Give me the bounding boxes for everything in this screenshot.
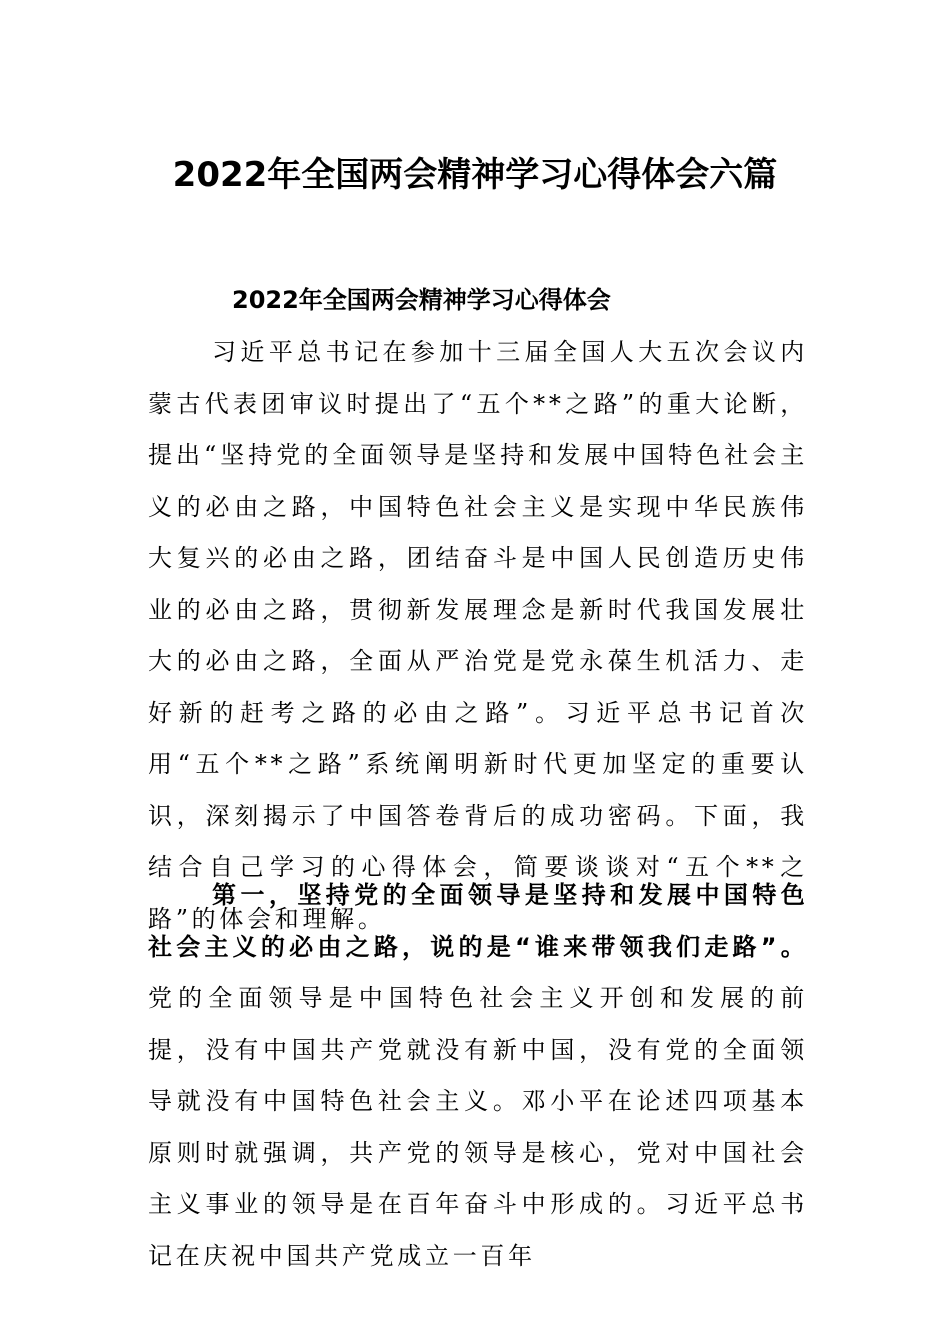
body-paragraph	[148, 870, 808, 1282]
paragraph-lead-sentence: 第一，坚持党的全面领导是坚持和发展中国特色社会主义的必由之路，说的是“谁来带领我们走路”。	[148, 881, 808, 961]
body-paragraph: 习近平总书记在参加十三届全国人大五次会议内蒙古代表团审议时提出了“五个**之路”的重大论断，提出“坚持党的全面领导是坚持和发展中国特色社会主义的必由之路，中国特色社会主义是实现中华民族伟大复兴的必由之路，团结奋斗是中国人民创造历史伟业的必由之路，贯彻新发展理念是新时代我国发展壮大的必由之路，全面从严治党是党永葆生机活力、走好新的赶考之路的必由之路”。习近平总书记首次用“五个**之路”系统阐明新时代更加坚定的重要认识，深刻揭示了中国答卷背后的成功密码。下面，我结合自己学习的心得体会，简要谈谈对“五个**之路”的体会和理解。	[148, 338, 808, 933]
document-title: 2022年全国两会精神学习心得体会六篇	[172, 155, 778, 195]
paragraph-body-text: 党的全面领导是中国特色社会主义开创和发展的前提，没有中国共产党就没有新中国，没有党的全面领导就没有中国特色社会主义。邓小平在论述四项基本原则时就强调，共产党的领导是核心，党对中国社会主义事业的领导是在百年奋斗中形成的。习近平总书记在庆祝中国共产党成立一百年	[148, 984, 808, 1270]
section-title: 2022年全国两会精神学习心得体会	[232, 286, 611, 314]
